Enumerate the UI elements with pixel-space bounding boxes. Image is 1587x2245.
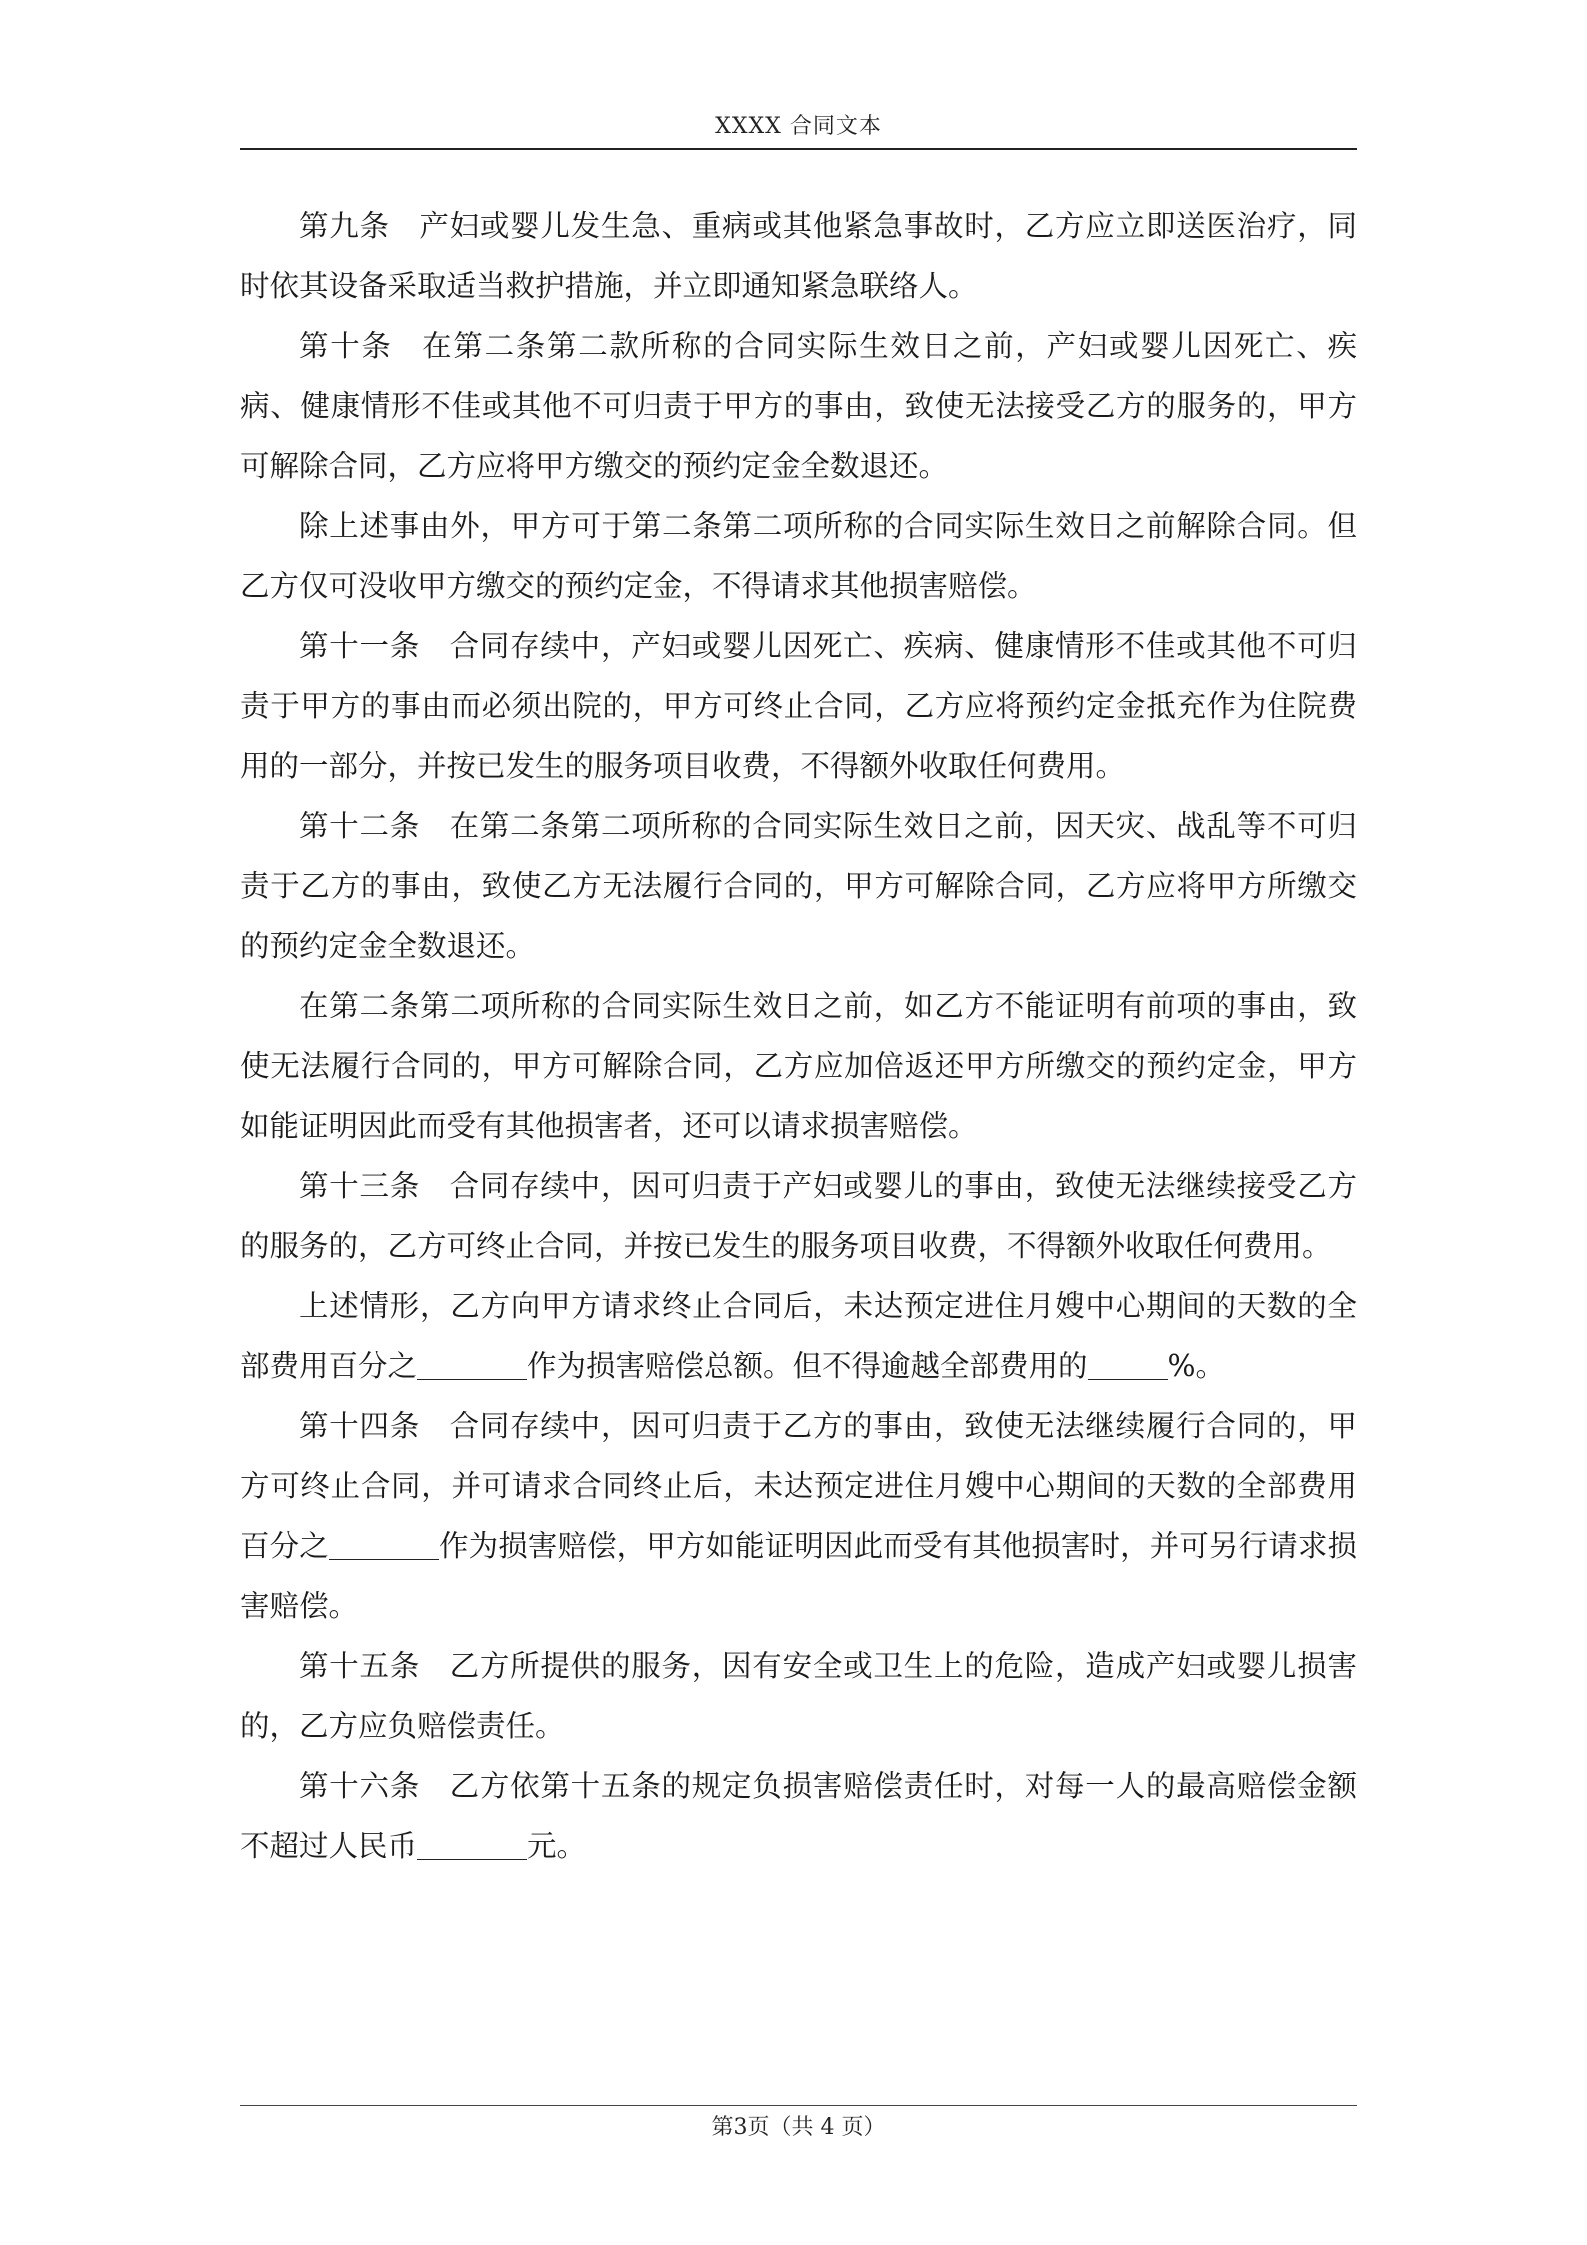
percent-cap-blank bbox=[1088, 1349, 1168, 1380]
contract-body bbox=[240, 196, 1357, 1876]
footer-divider bbox=[240, 2105, 1357, 2106]
article-10 bbox=[240, 316, 1357, 496]
article-12-paragraph-2 bbox=[240, 976, 1357, 1156]
article-number: 第十五条 bbox=[299, 1649, 421, 1683]
article-13 bbox=[240, 1156, 1357, 1276]
article-text: %。 bbox=[1167, 1349, 1226, 1383]
article-text: 元。 bbox=[527, 1829, 587, 1863]
article-number: 第九条 bbox=[299, 209, 390, 243]
article-11 bbox=[240, 616, 1357, 796]
article-text: 在第二条第二款所称的合同实际生效日之前，产妇或婴儿因死亡、疾病、健康情形不佳或其他不可归责于甲方的事由，致使无法接受乙方的服务的，甲方可解除合同，乙方应将甲方缴交的预约定金全数退还。 bbox=[240, 329, 1357, 483]
article-text: 除上述事由外，甲方可于第二条第二项所称的合同实际生效日之前解除合同。但乙方仅可没收甲方缴交的预约定金，不得请求其他损害赔偿。 bbox=[240, 509, 1357, 603]
article-number: 第十二条 bbox=[299, 809, 421, 843]
page-number: 第3页（共 4 页） bbox=[711, 2115, 886, 2140]
article-15 bbox=[240, 1636, 1357, 1756]
article-12 bbox=[240, 796, 1357, 976]
page-header-title: XXXX 合同文本 bbox=[715, 114, 882, 139]
article-text: 上述情形，乙方向甲方请求终止合同后，未达预定进住月嫂中心期间的天数的全部费用百分之 bbox=[240, 1289, 1357, 1383]
article-text: 作为损害赔偿总额。但不得逾越全部费用的 bbox=[527, 1349, 1088, 1383]
article-number: 第十六条 bbox=[299, 1769, 421, 1803]
article-text: 合同存续中，因可归责于乙方的事由，致使无法继续履行合同的，甲方可终止合同，并可请求合同终止后，未达预定进住月嫂中心期间的天数的全部费用百分之 bbox=[240, 1409, 1357, 1563]
percent-blank bbox=[329, 1529, 439, 1560]
article-number: 第十三条 bbox=[299, 1169, 421, 1203]
article-text: 乙方依第十五条的规定负损害赔偿责任时，对每一人的最高赔偿金额不超过人民币 bbox=[240, 1769, 1357, 1863]
article-text: 合同存续中，产妇或婴儿因死亡、疾病、健康情形不佳或其他不可归责于甲方的事由而必须出院的，甲方可终止合同，乙方应将预约定金抵充作为住院费用的一部分，并按已发生的服务项目收费，不得额外收取任何费用。 bbox=[240, 629, 1357, 783]
article-text: 在第二条第二项所称的合同实际生效日之前，因天灾、战乱等不可归责于乙方的事由，致使乙方无法履行合同的，甲方可解除合同，乙方应将甲方所缴交的预约定金全数退还。 bbox=[240, 809, 1357, 963]
article-10-paragraph-2 bbox=[240, 496, 1357, 616]
amount-blank bbox=[417, 1829, 527, 1860]
percent-blank bbox=[417, 1349, 527, 1380]
article-text: 合同存续中，因可归责于产妇或婴儿的事由，致使无法继续接受乙方的服务的，乙方可终止合同，并按已发生的服务项目收费，不得额外收取任何费用。 bbox=[240, 1169, 1357, 1263]
article-text: 产妇或婴儿发生急、重病或其他紧急事故时，乙方应立即送医治疗，同时依其设备采取适当救护措施，并立即通知紧急联络人。 bbox=[240, 209, 1357, 303]
article-text: 在第二条第二项所称的合同实际生效日之前，如乙方不能证明有前项的事由，致使无法履行合同的，甲方可解除合同，乙方应加倍返还甲方所缴交的预约定金，甲方如能证明因此而受有其他损害者，还可以请求损害赔偿。 bbox=[240, 989, 1357, 1143]
article-number: 第十四条 bbox=[299, 1409, 421, 1443]
article-number: 第十一条 bbox=[299, 629, 421, 663]
article-14 bbox=[240, 1396, 1357, 1636]
article-text: 乙方所提供的服务，因有安全或卫生上的危险，造成产妇或婴儿损害的，乙方应负赔偿责任。 bbox=[240, 1649, 1357, 1743]
article-text: 作为损害赔偿，甲方如能证明因此而受有其他损害时，并可另行请求损害赔偿。 bbox=[240, 1529, 1357, 1623]
article-number: 第十条 bbox=[299, 329, 393, 363]
header-divider bbox=[240, 148, 1357, 150]
article-16 bbox=[240, 1756, 1357, 1876]
article-13-paragraph-2 bbox=[240, 1276, 1357, 1396]
article-9 bbox=[240, 196, 1357, 316]
